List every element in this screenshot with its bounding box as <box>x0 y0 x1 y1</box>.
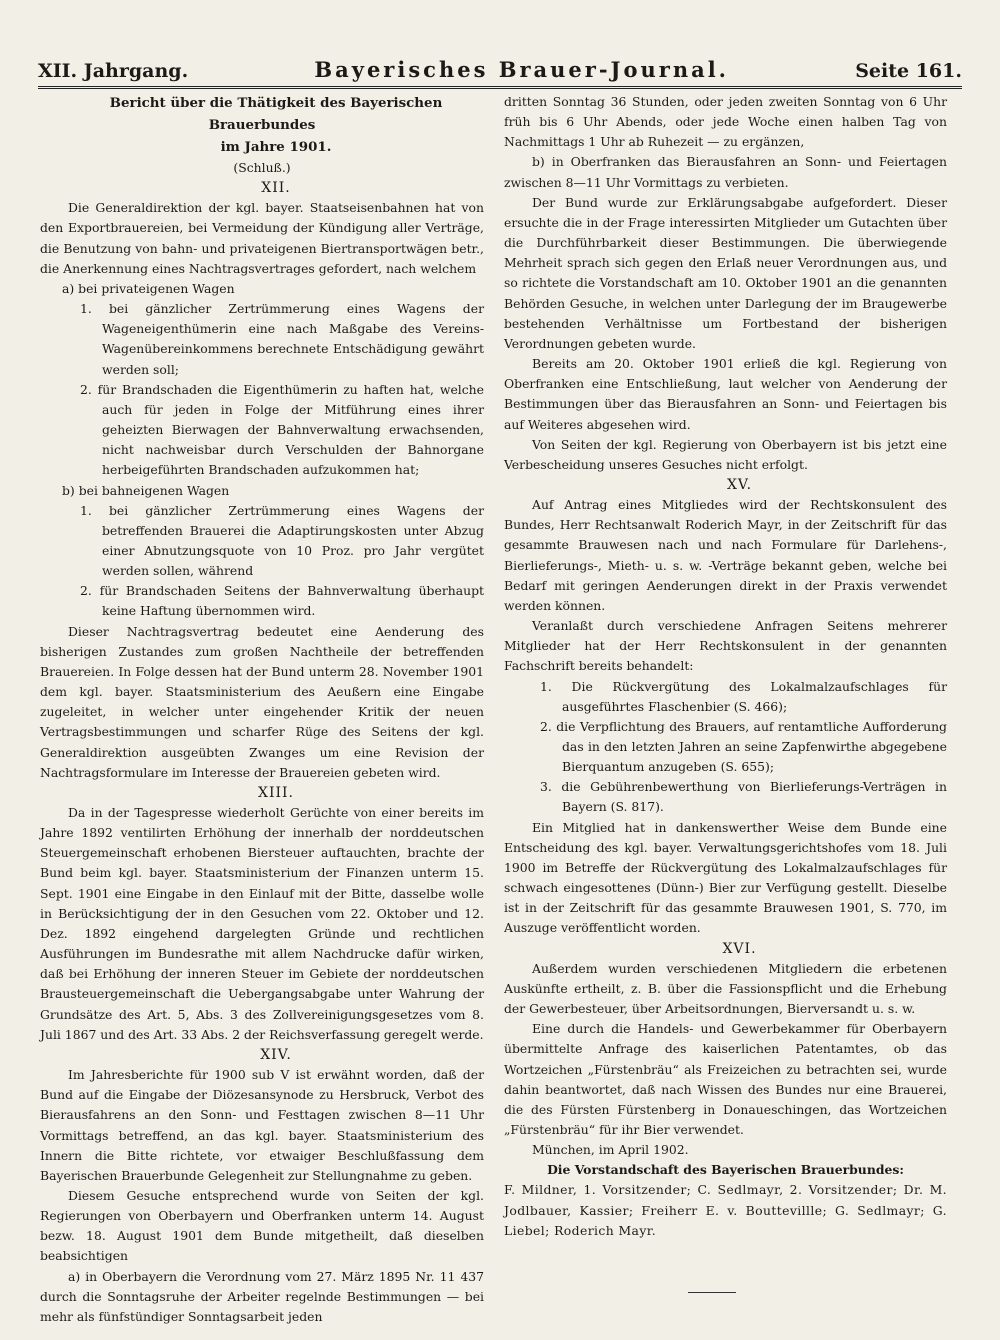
paragraph: Im Jahresberichte für 1900 sub V ist erwähnt worden, daß der Bund auf die Eingabe der Diözesansynode zu Hersbruck, Verbot des Bierausfahrens an den Sonn- und Festtagen zwischen 8—11 Uhr Vormittags betreffend, an das kgl. bayer. Staatsministerium des Innern die Bitte richtete, vor etwaiger Beschlußfassung dem Bayerischen Brauerbunde Gelegenheit zur Stellungnahme zu geben. <box>40 1067 484 1183</box>
article-title-line2: im Jahre 1901. <box>220 139 332 155</box>
paragraph: b) in Oberfranken das Bierausfahren an Sonn- und Feiertagen zwischen 8—11 Uhr Vormittags zu verbieten. <box>504 154 947 190</box>
article-subtitle: (Schluß.) <box>233 160 291 175</box>
paragraph: Eine durch die Handels- und Gewerbekammer für Oberbayern übermittelte Anfrage des kaiserlichen Patentamtes, ob das Wortzeichen „Fürstenbräu“ als Freizeichen zu betrachten sei, wurde dahin beantwortet, daß nach Wissen des Bundes nur eine Brauerei, die des Fürsten Fürstenberg in Donaueschingen, das Wortzeichen „Fürstenbräu“ für ihr Bier verwendet. <box>504 1021 947 1137</box>
signatories: F. Mildner, 1. Vorsitzender; C. Sedlmayr, 2. Vorsitzender; Dr. M. Jodlbauer, Kassier; Freiherr E. v. Bouttevillle; G. Sedlmayr; G. Liebel; Roderich Mayr. <box>504 1182 947 1238</box>
article-title-line1: Bericht über die Thätigkeit des Bayerischen Brauerbundes <box>109 95 443 133</box>
list-label-a: a) bei privateigenen Wagen <box>62 280 235 296</box>
header-rule <box>38 86 962 89</box>
paragraph: dritten Sonntag 36 Stunden, oder jeden zweiten Sonntag von 6 Uhr früh bis 6 Uhr Abends, oder jede Woche einen halben Tag von Nachmittags 1 Uhr ab Ruhezeit — zu ergänzen, <box>504 94 947 150</box>
list-item-b1: 1. bei gänzlicher Zertrümmerung eines Wagens der betreffenden Brauerei die Adaptirungskosten unter Abzug einer Abnutzungsquote von 10 Proz. pro Jahr vergütet werden sollen, während <box>80 502 484 579</box>
left-column <box>40 92 484 1327</box>
paragraph: Außerdem wurden verschiedenen Mitgliedern die erbetenen Auskünfte ertheilt, z. B. über die Fassionspflicht und die Erhebung der Gewerbesteuer, über Arbeitsordnungen, Bierversandt u. s. w. <box>504 960 947 1017</box>
volume-label: XII. Jahrgang. <box>38 60 189 82</box>
paragraph: Der Bund wurde zur Erklärungsabgabe aufgefordert. Dieser ersuchte die in der Frage interessirten Mitglieder um Gutachten über die Durchführbarkeit dieser Bestimmungen. Die überwiegende Mehrheit sprach sich gegen den Erlaß neuer Verordnungen aus, und so richtete die Vorstandschaft am 10. Oktober 1901 an die genannten Behörden Gesuche, in welchen unter Darlegung der im Braugewerbe bestehenden Verhältnisse um Fortbestand der bisherigen Verordnungen gebeten wurde. <box>504 194 947 351</box>
paragraph: a) in Oberbayern die Verordnung vom 27. März 1895 Nr. 11 437 durch die Sonntagsruhe der Arbeiter regelnde Bestimmungen — bei mehr als fünfstündiger Sonntagsarbeit jeden <box>40 1268 484 1324</box>
paragraph: Dieser Nachtragsvertrag bedeutet eine Aenderung des bisherigen Zustandes zum großen Nachtheile der betreffenden Brauereien. In Folge dessen hat der Bund unterm 28. November 1901 dem kgl. bayer. Staatsministerium des Aeußern eine Eingabe zugeleitet, in welcher unter eingehender Kritik der neuen Vertragsbestimmungen und scharfer Rüge des Seitens der kgl. Generaldirektion ausgeübten Zwanges um eine Revision der Nachtragsformulare im Interesse der Brauereien gebeten wird. <box>40 623 484 780</box>
paragraph: Von Seiten der kgl. Regierung von Oberbayern ist bis jetzt eine Verbescheidung unseres Gesuches nicht erfolgt. <box>504 436 947 472</box>
board-heading: Die Vorstandschaft des Bayerischen Brauerbundes: <box>547 1162 904 1178</box>
list-item-2: 2. die Verpflichtung des Brauers, auf rentamtliche Aufforderung das in den letzten Jahren an seine Zapfenwirthe abgegebene Bierquantum anzugeben (S. 655); <box>540 718 947 775</box>
paragraph: Auf Antrag eines Mitgliedes wird der Rechtskonsulent des Bundes, Herr Rechtsanwalt Roderich Mayr, in der Zeitschrift für das gesammte Brauwesen nach und nach Formulare für Darlehens-, Bierlieferungs-, Mieth- u. s. w. -Verträge bekannt geben, welche bei Bedarf mit geringen Aenderungen direkt in der Praxis verwendet werden können. <box>504 497 947 613</box>
list-label-b: b) bei bahneigenen Wagen <box>62 482 230 498</box>
paragraph: Die Generaldirektion der kgl. bayer. Staatseisenbahnen hat von den Exportbrauereien, bei Vermeidung der Kündigung aller Verträge, die Benutzung von bahn- und privateigenen Biertransportwägen betr., die Anerkennung eines Nachtragsvertrages gefordert, nach welchem <box>40 200 484 276</box>
right-column <box>504 92 947 1241</box>
list-item-b2: 2. für Brandschaden Seitens der Bahnverwaltung überhaupt keine Haftung übernommen wird. <box>80 583 484 619</box>
paragraph: Bereits am 20. Oktober 1901 erließ die kgl. Regierung von Oberfranken eine Entschließung, laut welcher von Aenderung der Bestimmungen über das Bierausfahren an Sonn- und Feiertagen bis auf Weiteres abgesehen wird. <box>504 356 947 432</box>
list-item-3: 3. die Gebührenbewerthung von Bierlieferungs-Verträgen in Bayern (S. 817). <box>540 779 947 815</box>
section-heading-xiv: XIV. <box>260 1046 292 1063</box>
section-heading-xii: XII. <box>261 180 291 197</box>
section-heading-xiii: XIII. <box>257 784 294 801</box>
paragraph: Diesem Gesuche entsprechend wurde von Seiten der kgl. Regierungen von Oberbayern und Oberfranken unterm 14. August bezw. 18. August 1901 dem Bunde mitgetheilt, daß dieselben beabsichtigen <box>40 1187 484 1264</box>
page-header <box>38 48 962 82</box>
section-heading-xvi: XVI. <box>722 940 757 957</box>
paragraph: Da in der Tagespresse wiederholt Gerüchte von einer bereits im Jahre 1892 ventilirten Erhöhung der innerhalb der norddeutschen Steuergemeinschaft erhobenen Biersteuer auftauchten, brachte der Bund beim kgl. bayer. Staatsministerium der Finanzen unterm 15. Sept. 1901 eine Eingabe in den Einlauf mit der Bitte, dasselbe wolle in Berücksichtigung der in den Gesuchen vom 22. Oktober und 12. Dez. 1892 eingehend dargelegten Gründe und rechtlichen Ausführungen im Bundesrathe mit allem Nachdrucke dafür wirken, daß bei Erhöhung der inneren Steuer im Gebiete der norddeutschen Brausteuergemeinschaft die Uebergangsabgabe unter Wahrung der Grundsätze des Art. 5, Abs. 3 des Zollvereinigungsgesetzes vom 8. Juli 1867 und des Art. 33 Abs. 2 der Reichsverfassung geregelt werde. <box>40 805 484 1042</box>
paragraph: Veranlaßt durch verschiedene Anfragen Seitens mehrerer Mitglieder hat der Herr Rechtskonsulent in der genannten Fachschrift bereits behandelt: <box>504 618 947 674</box>
list-item-1: 1. Die Rückvergütung des Lokalmalzaufschlages für ausgeführtes Flaschenbier (S. 466); <box>540 678 947 714</box>
list-item-a1: 1. bei gänzlicher Zertrümmerung eines Wagens der Wageneigenthümerin eine nach Maßgabe des Vereins-Wagenübereinkommens berechnete Entschädigung gewährt werden soll; <box>80 301 484 377</box>
list-item-a2: 2. für Brandschaden die Eigenthümerin zu haften hat, welche auch für jeden in Folge der Mitführung eines ihrer geheizten Bierwagen der Bahnverwaltung erwachsenden, nicht nachweisbar durch Verschulden der Bahnorgane herbeigeführten Brandschaden aufzukommen hat; <box>80 381 484 478</box>
end-rule <box>688 1292 736 1293</box>
paragraph: Ein Mitglied hat in dankenswerther Weise dem Bunde eine Entscheidung des kgl. bayer. Verwaltungsgerichtshofes vom 18. Juli 1900 im Betreffe der Rückvergütung des Lokalmalzaufschlages für schwach eingesottenes (Dünn-) Bier zur Verfügung gestellt. Dieselbe ist in der Zeitschrift für das gesammte Brauwesen 1901, S. 770, im Auszuge veröffentlicht worden. <box>504 819 947 936</box>
page-number: Seite 161. <box>855 60 962 82</box>
section-heading-xv: XV. <box>726 476 753 493</box>
journal-title: Bayerisches Brauer-Journal. <box>314 57 729 82</box>
dateline: München, im April 1902. <box>532 1142 689 1158</box>
